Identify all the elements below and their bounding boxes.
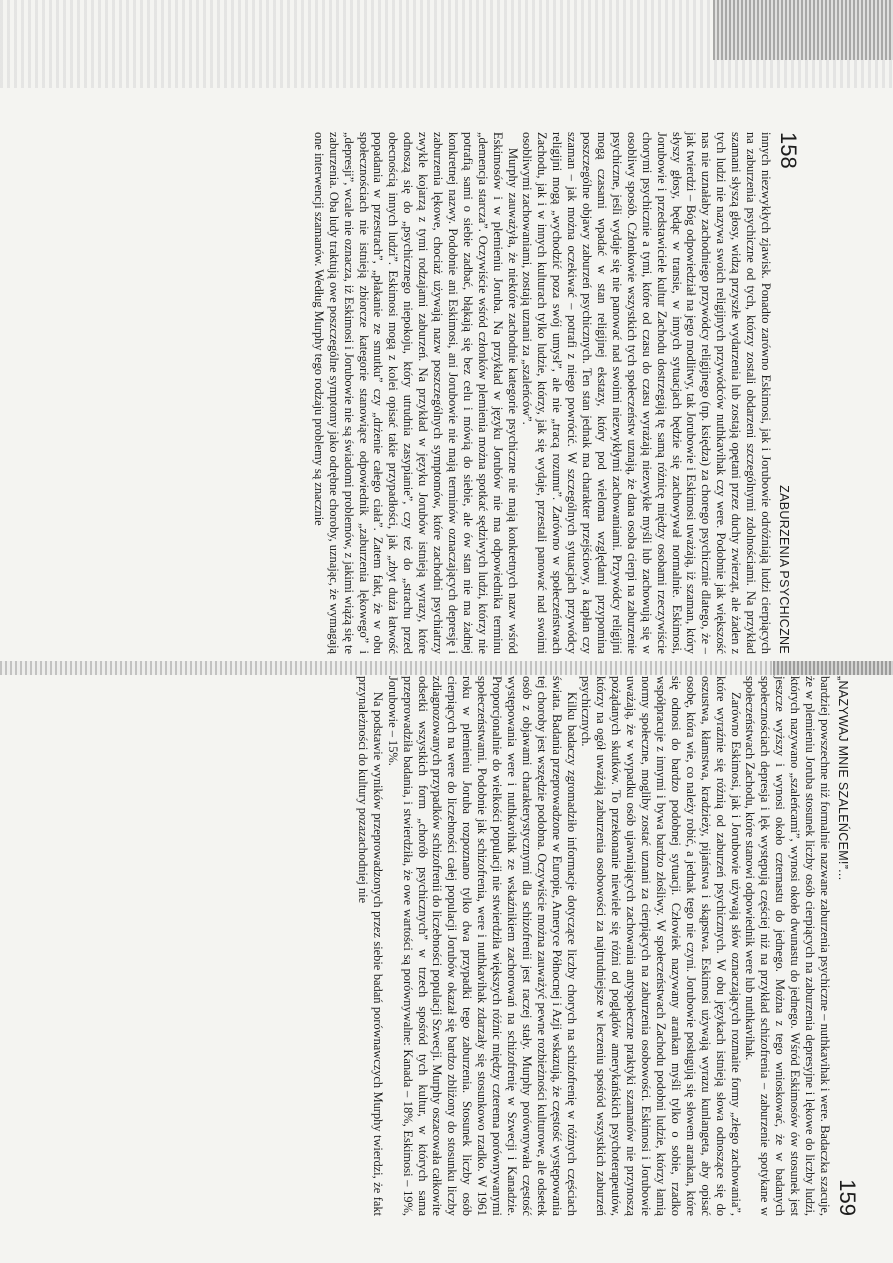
body-text [311, 132, 773, 654]
paragraph: innych niezwykłych zjawisk. Ponadto zarówno Eskimosi, jak i Jorubowie odróżniają ludzi cierpiących na zaburzenia psychiczne od tych, którzy zostali obdarzeni szczególnymi zdolnościami. Na przykład szamani słyszą głosy, widzą przyszłe wydarzenia lub zostają opętani przez duchy zwierząt, ale żaden z tych ludzi nie nazywa swoich religijnych przywódców nuthkavihak czy were. Podobnie jak większość nas nie uznałaby zachodniego przywódcy religijnego (np. księdza) za chorego psychicznie dlatego, że – jak twierdzi – Bóg odpowiedział na jego modlitwy, tak Jorubowie i Eskimosi uważają, iż szaman, który słyszy głosy, będąc w transie, w innych sytuacjach będzie się zachowywał normalnie. Eskimosi, Jorubowie i przedstawiciele kultur Zachodu dostrzegają tę samą różnicę między osobami rzeczywiście chorymi psychicznie a tymi, które od czasu do czasu wyrażają niezwykłe myśli lub zachowują się w osobliwy sposób. Członkowie wszystkich tych społeczeństw uznają, że dana osoba cierpi na zaburzenie psychiczne, jeśli wydaje się nie panować nad swoimi niezwykłymi zachowaniami. Przywódcy religijni mogą czasami wpadać w stan religijnej ekstazy, który pod wieloma względami przypomina poszczególne objawy zaburzeń psychicznych. Ten stan jednak ma charakter przejściowy, a kapłan czy szaman – jak można oczekiwać – potrafi z niego powrócić. W szczególnych sytuacjach przywódcy religijni mogą „wychodzić poza swój umysł”, ale nie „tracą rozumu”. Zarówno w społeczeństwach Zachodu, jak i w innych kulturach tylko ludzie, którzy, jak się wydaje, przestali panować nad swoimi osobliwymi zachowaniami, zostają uznani za „szaleńców”. [520, 132, 773, 654]
page-fold-line [0, 661, 893, 675]
paragraph: Kilku badaczy zgromadziło informacje dotyczące liczby chorych na schizofrenię w różnych częściach świata. Badania przeprowadzone w Europie, Ameryce Północnej i Azji wskazują, że częstość występowania tej choroby jest wszędzie podobna. Oczywiście można zauważyć pewne rozbieżności kulturowe, ale odsetek osób z objawami charakterystycznymi dla schizofrenii jest raczej stały. Murphy porównywała częstość występowania were i nuthkavihak ze wskaźnikiem zachorowań na schizofrenię w Szwecji i Kanadzie. Proporcjonalnie do wielkości populacji nie stwierdziła większych różnic między czterema porównywanymi społeczeństwami. Podobnie jak schizofrenia, were i nuthkavihak zdarzały się stosunkowo rzadko. W 1961 roku w plemieniu Joruba rozpoznano tylko dwa przypadki tego zaburzenia. Stosunek liczby osób cierpiących na were do liczebności całej populacji Jorubów okazał się bardzo zbliżony do stosunku liczby zdiagnozowanych przypadków schizofrenii do liczebności populacji Szwecji. Murphy oszacowała całkowite odsetki wszystkich form „chorób psychicznych” w trzech spośród tych kultur, w których sama przeprowadziła badania, i stwierdziła, że owe wartości są porównywalne: Kanada – 18%, Eskimosi – 19%, Jorubowie – 15%. [385, 676, 579, 1216]
scan-artifact-top [0, 0, 893, 88]
page-header [773, 132, 803, 654]
paragraph: Murphy zauważyła, że niektóre zachodnie kategorie psychiczne nie mają konkretnych nazw wśród Eskimosów i w plemieniu Joruba. Na przykład w języku Jorubów nie ma odpowiednika terminu „demencja starcza”. Oczywiście wśród członków plemienia można spotkać sędziwych ludzi, którzy nie potrafią sami o siebie zadbać, błąkają się bez celu i mówią do siebie, ale ów stan nie ma żadnej konkretnej nazwy. Podobnie ani Eskimosi, ani Jorubowie nie mają terminów oznaczających depresję i zaburzenia lękowe, chociaż używają nazw poszczególnych symptomów, które zachodni psychiatrzy zwykle kojarzą z tymi rodzajami zaburzeń. Na przykład w języku Jorubów istnieją wyrazy, które odnoszą się do „psychicznego niepokoju, który utrudnia zasypianie”, czy też do „strachu przed obecnością innych ludzi”. Eskimosi mogą z kolei opisać takie przypadłości, jak „zbyt duża łatwość popadania w przestrach”, „płakanie ze smutku” czy „drżenie całego ciała”. Zatem fakt, że w obu społecznościach nie istnieją zbiorcze kategorie stanowiące odpowiednik „zaburzenia lękowego” i „depresji”, wcale nie oznacza, iż Eskimosi i Jorubowie nie są świadomi problemów, z jakimi wiążą się te zaburzenia. Oba ludy traktują owe poszczególne symptomy jako odrębne choroby, uznając, że wymagają one interwencji szamanów. Według Murphy tego rodzaju problemy są znacznie [311, 132, 520, 654]
running-head: „NAZYWAJ MNIE SZALEŃCEM!”... [836, 676, 850, 881]
paragraph: Na podstawie wyników przeprowadzonych przez siebie badań porównawczych Murphy twierdzi, że fakt przynależności do kultury pozazachodniej nie [355, 676, 385, 1216]
page-header [832, 676, 862, 1216]
page-number: 158 [776, 132, 801, 169]
body-text [355, 676, 832, 1216]
paragraph: Zarówno Eskimosi, jak i Jorubowie używają słów oznaczających rozmaite formy „złego zachowania”, które wyraźnie się różnią od zaburzeń psychicznych. W obu językach istnieją słowa odnoszące się do oszustwa, kłamstwa, kradzieży, pijaństwa i skąpstwa. Eskimosi używają wyrazu kunlangeta, aby opisać osobę, która wie, co należy robić, a jednak tego nie czyni. Jorubowie posługują się słowem arankan, które się odnosi do bardzo podobnej sytuacji. Człowiek nazywany arankan myśli tylko o sobie, rzadko współpracuje z innymi i bywa bardzo złośliwy. W społeczeństwach Zachodu podobni ludzie, którzy łamią normy społeczne, mogliby zostać uznani za cierpiących na zaburzenia osobowości. Eskimosi i Jorubowie uważają, że w wypadku osób ujawniających zachowania antyspołeczne praktyki szamanów nie przynoszą pożądanych skutków. To przekonanie niewiele się różni od poglądów amerykańskich psychoterapeutów, którzy na ogół uważają zaburzenia osobowości za najtrudniejsze w leczeniu spośród wszystkich zaburzeń psychicznych. [579, 676, 743, 1216]
running-head: ZABURZENIA PSYCHICZNE [777, 485, 791, 654]
paragraph: bardziej powszechne niż formalnie nazwane zaburzenia psychiczne – nuthkavihak i were. Badaczka szacuje, że w plemieniu Joruba stosunek liczby osób cierpiących na zaburzenia depresyjne i lękowe do liczby ludzi, których nazywano „szaleńcami”, wynosi około dwunastu do jednego. Wśród Eskimosów ów stosunek jest jeszcze wyższy i wynosi około czternastu do jednego. Można z tego wnioskować, że w badanych społecznościach depresja i lęk występują częściej niż na przykład schizofrenia – zaburzenie spotykane w społeczeństwach Zachodu, które stanowi odpowiednik were lub nuthkavihak. [743, 676, 832, 1216]
page-number: 159 [835, 1179, 860, 1216]
